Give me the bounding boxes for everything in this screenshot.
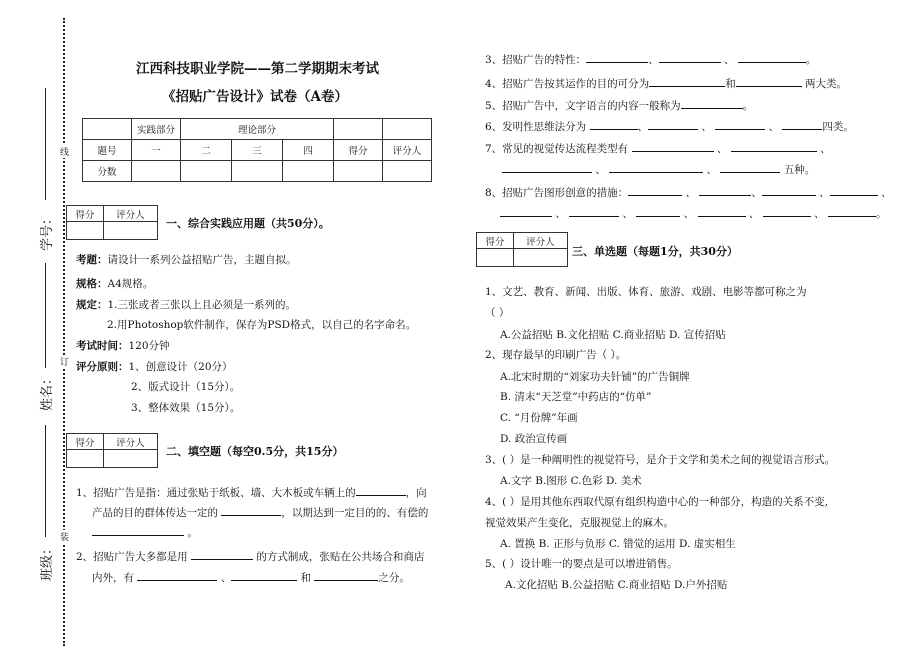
fill-q7-line1: 7、常见的视觉传达流程类型有 、 、: [485, 143, 831, 155]
name-rule: [45, 263, 46, 368]
fill-q6-line: 6、发明性思维法分为 、 、 、 四类。: [485, 121, 854, 133]
cell-q1: 一: [132, 140, 181, 161]
mc-q2-b: B. 清末“天芝堂”中药店的“仿单”: [500, 391, 652, 403]
practice-header: 实践部分: [132, 119, 181, 140]
fill-q8-line1: 8、招贴广告图形创意的措施： 、 、 、 、: [485, 187, 892, 199]
mc-q4-cont: 视觉效果产生变化，克服视觉上的麻木。: [485, 517, 674, 529]
score-box-s3: [476, 232, 568, 267]
mc-q3-options: A.文字 B.图形 C.色彩 D. 美术: [500, 475, 642, 487]
cell-question-no: 题号: [83, 140, 132, 161]
rule-line: 规定：1.三张或者三张以上且必须是一系列的。: [76, 299, 297, 311]
score-box-s1: [66, 205, 158, 240]
mc-q2-a: A.北宋时期的“刘家功夫针铺”的广告铜牌: [500, 371, 690, 383]
class-label: 班级：: [40, 541, 56, 582]
mc-q2: 2、现存最早的印刷广告（ ）。: [485, 349, 627, 361]
section2-title: 二、填空题（每空0.5分，共15分）: [166, 445, 344, 458]
binding-mark-install: 装: [60, 530, 69, 543]
criteria2-line: 2、版式设计（15分）。: [131, 381, 241, 393]
school-title: 江西科技职业学院——第二学期期末考试: [136, 61, 379, 77]
criteria3-line: 3、整体效果（15分）。: [131, 402, 241, 414]
section1-title: 一、综合实践应用题（共50分）。: [166, 217, 330, 230]
fill-q1-line1: 1、招贴广告是指：通过张贴于纸板、墙、大木板或车辆上的 ，向: [76, 487, 427, 499]
mc-q2-d: D. 政治宣传画: [500, 433, 568, 445]
mc-q2-c: C. “月份牌”年画: [500, 412, 578, 424]
spec-line: 规格：A4规格。: [76, 278, 154, 290]
score-box-grader: 评分人: [103, 206, 157, 222]
rule2-line: 2.用Photoshop软件制作，保存为PSD格式，以自己的名字命名。: [107, 319, 417, 331]
paper-title: 《招贴广告设计》试卷（A卷）: [162, 89, 348, 105]
score-box-grader: 评分人: [513, 233, 567, 249]
mc-q3: 3、( ）是一种阐明性的视觉符号，是介于文学和美术之间的视觉语言形式。: [485, 454, 836, 466]
mc-q1-bracket: （ ）: [485, 307, 510, 319]
mc-q1: 1、文艺、教育、新闻、出版、体育、旅游、戏剧、电影等都可称之为: [485, 286, 807, 298]
score-table: [82, 118, 432, 182]
binding-mark-line: 线: [60, 145, 69, 158]
score-box-score: 得分: [67, 434, 104, 450]
class-rule: [45, 425, 46, 537]
binding-mark-bind: 订: [60, 355, 69, 368]
score-box-grader: 评分人: [103, 434, 157, 450]
student-id-rule: [45, 88, 46, 200]
score-box-score: 得分: [477, 233, 514, 249]
fill-q3-line: 3、招贴广告的特性： 、 、 。: [485, 54, 817, 66]
mc-q1-options: A.公益招贴 B.文化招贴 C.商业招贴 D. 宣传招贴: [500, 329, 726, 341]
student-id-label: 学号：: [40, 211, 56, 252]
mc-q5: 5、( ）设计唯一的要点是可以增进销售。: [485, 558, 678, 570]
score-box-s2: [66, 433, 158, 468]
mc-q4: 4、( ）是用其他东西取代原有组织构造中心的一种部分，构造的关系不变,: [485, 496, 828, 508]
fill-q1-line2: 产品的目的群体传达一定的 ，以期达到一定目的的、有偿的: [92, 507, 429, 519]
cell-q2: 二: [181, 140, 232, 161]
fill-q5-line: 5、招贴广告中，文字语言的内容一般称为 。: [485, 100, 754, 112]
time-line: 考试时间：120分钟: [76, 340, 170, 352]
binding-dotted-line: [63, 18, 65, 646]
cell-points: 分数: [83, 161, 132, 182]
fill-q8-line2: 、 、 、 、 、 。: [500, 206, 886, 221]
cell-q4: 四: [282, 140, 333, 161]
fill-q1-line3: 。: [92, 525, 198, 540]
cell-grader: 评分人: [383, 140, 432, 161]
section3-title: 三、单选题（每题1分，共30分）: [572, 245, 738, 258]
cell-q3: 三: [231, 140, 282, 161]
fill-q2-line2: 内外，有 、 和 之分。: [92, 572, 410, 584]
theory-header: 理论部分: [181, 119, 334, 140]
fill-q4-line: 4、招贴广告按其运作的目的可分为 和 两大类。: [485, 78, 848, 90]
cell-score: 得分: [334, 140, 383, 161]
score-box-score: 得分: [67, 206, 104, 222]
fill-q2-line1: 2、招贴广告大多都是用 的方式制成，张贴在公共场合和商店: [76, 551, 425, 563]
task-line: 考题：请设计一系列公益招贴广告，主题自拟。: [76, 254, 297, 266]
mc-q4-options: A. 置换 B. 正形与负形 C. 错觉的运用 D. 虚实相生: [500, 538, 736, 550]
mc-q5-options: A.文化招贴 B.公益招贴 C.商业招贴 D.户外招贴: [505, 579, 728, 591]
criteria-line: 评分原则：1、创意设计（20分）: [76, 361, 233, 373]
name-label: 姓名：: [40, 371, 56, 412]
fill-q7-line2: 、 、 五种。: [502, 162, 815, 177]
